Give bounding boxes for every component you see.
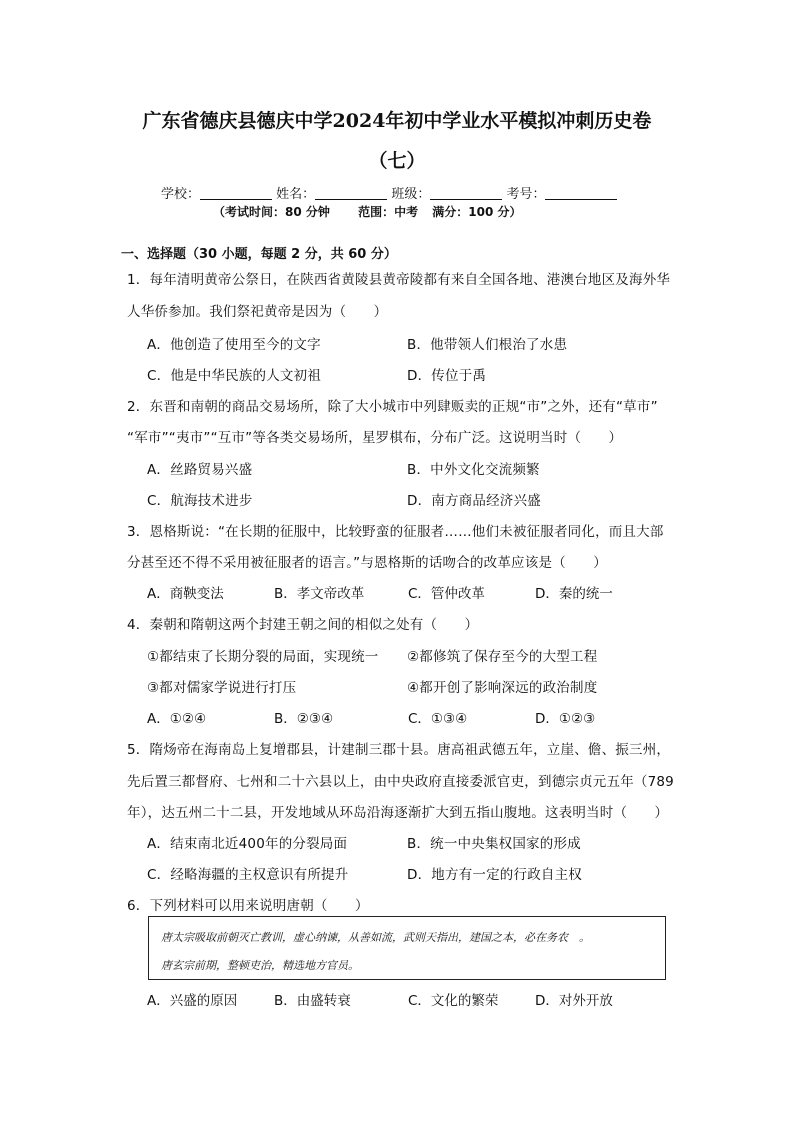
question-2-option-d[interactable]: D．南方商品经济兴盛 <box>407 493 541 509</box>
question-2-line-1: 2．东晋和南朝的商品交易场所，除了大小城市中列肆贩卖的正规“市”之外，还有“草市” <box>127 399 658 415</box>
number-label: 考号： <box>506 187 546 202</box>
question-4-option-a[interactable]: A．①②④ <box>147 711 207 727</box>
question-5-option-c[interactable]: C．经略海疆的主权意识有所提升 <box>147 867 349 883</box>
question-4-option-b[interactable]: B．②③④ <box>274 711 334 727</box>
material-line-1: 唐太宗吸取前朝灭亡教训，虚心纳谏，从善如流，武则天指出，建国之本，必在务农 。 <box>161 931 590 944</box>
question-1-option-c[interactable]: C．他是中华民族的人文初祖 <box>147 368 322 384</box>
material-box <box>148 916 666 980</box>
question-1-option-a[interactable]: A．他创造了使用至今的文字 <box>147 337 321 353</box>
question-3-line-1: 3．恩格斯说：“在长期的征服中，比较野蛮的征服者……他们未被征服者同化，而且大部 <box>127 524 664 540</box>
question-5-option-d[interactable]: D．地方有一定的行政自主权 <box>407 867 582 883</box>
class-label: 班级： <box>391 187 431 202</box>
question-4-statement-4: ④都开创了影响深远的政治制度 <box>407 680 598 696</box>
name-label: 姓名： <box>276 187 316 202</box>
question-4-option-d[interactable]: D．①②③ <box>535 711 596 727</box>
school-label: 学校： <box>161 187 201 202</box>
school-field[interactable] <box>200 186 272 200</box>
question-2-line-2: “军市”“夷市”“互市”等各类交易场所，星罗棋布，分布广泛。这说明当时（ ） <box>127 430 623 446</box>
exam-time: （考试时间：80 分钟 <box>213 205 330 219</box>
class-field[interactable] <box>430 186 502 200</box>
exam-note <box>213 203 522 220</box>
exam-score: 满分：100 分） <box>432 205 522 219</box>
question-1-option-d[interactable]: D．传位于禹 <box>407 368 487 384</box>
question-2-option-a[interactable]: A．丝路贸易兴盛 <box>147 462 253 478</box>
question-5-option-a[interactable]: A．结束南北近400年的分裂局面 <box>147 836 348 852</box>
question-6-option-c[interactable]: C．文化的繁荣 <box>408 993 499 1009</box>
question-5-option-b[interactable]: B．统一中央集权国家的形成 <box>407 836 581 852</box>
exam-title: 广东省德庆县德庆中学2024年初中学业水平模拟冲刺历史卷 <box>142 110 652 132</box>
question-6-line-1: 6．下列材料可以用来说明唐朝（ ） <box>127 898 369 914</box>
question-6-option-a[interactable]: A．兴盛的原因 <box>147 993 238 1009</box>
question-5-line-1: 5．隋炀帝在海南岛上复增郡县，计建制三郡十县。唐高祖武德五年，立崖、儋、振三州， <box>127 742 671 758</box>
question-1-option-b[interactable]: B．他带领人们根治了水患 <box>407 337 568 353</box>
question-1-line-1: 1．每年清明黄帝公祭日，在陕西省黄陵县黄帝陵都有来自全国各地、港澳台地区及海外华 <box>127 272 671 288</box>
question-4-option-c[interactable]: C．①③④ <box>408 711 468 727</box>
name-field[interactable] <box>315 186 387 200</box>
question-1-line-2: 人华侨参加。我们祭祀黄帝是因为（ ） <box>127 304 388 320</box>
exam-subtitle: （七） <box>368 150 426 172</box>
question-4-statement-1: ①都结束了长期分裂的局面，实现统一 <box>147 649 379 665</box>
question-6-option-b[interactable]: B．由盛转衰 <box>274 993 351 1009</box>
question-3-option-d[interactable]: D．秦的统一 <box>535 586 613 602</box>
question-3-option-a[interactable]: A．商鞅变法 <box>147 586 224 602</box>
question-4-statement-2: ②都修筑了保存至今的大型工程 <box>407 649 598 665</box>
exam-scope: 范围：中考 <box>358 205 419 219</box>
student-info-row <box>161 183 617 202</box>
question-3-option-c[interactable]: C．管仲改革 <box>408 586 485 602</box>
question-4-line-1: 4．秦朝和隋朝这两个封建王朝之间的相似之处有（ ） <box>127 617 479 633</box>
question-4-statement-3: ③都对儒家学说进行打压 <box>147 680 297 696</box>
question-3-option-b[interactable]: B．孝文帝改革 <box>274 586 365 602</box>
question-2-option-b[interactable]: B．中外文化交流频繁 <box>407 462 540 478</box>
number-field[interactable] <box>545 186 617 200</box>
question-2-option-c[interactable]: C．航海技术进步 <box>147 493 253 509</box>
question-3-line-2: 分甚至还不得不采用被征服者的语言。”与恩格斯的话吻合的改革应该是（ ） <box>127 555 607 571</box>
material-line-2: 唐玄宗前期，整顿吏治，精选地方官员。 <box>161 959 359 972</box>
question-5-line-3: 年），达五州二十二县，开发地域从环岛沿海逐渐扩大到五指山腹地。这表明当时（ ） <box>127 805 669 821</box>
question-6-option-d[interactable]: D．对外开放 <box>535 993 613 1009</box>
question-5-line-2: 先后置三都督府、七州和二十六县以上，由中央政府直接委派官吏，到德宗贞元五年（789 <box>127 774 674 790</box>
section-heading: 一、选择题（30 小题，每题 2 分，共 60 分） <box>121 247 397 262</box>
